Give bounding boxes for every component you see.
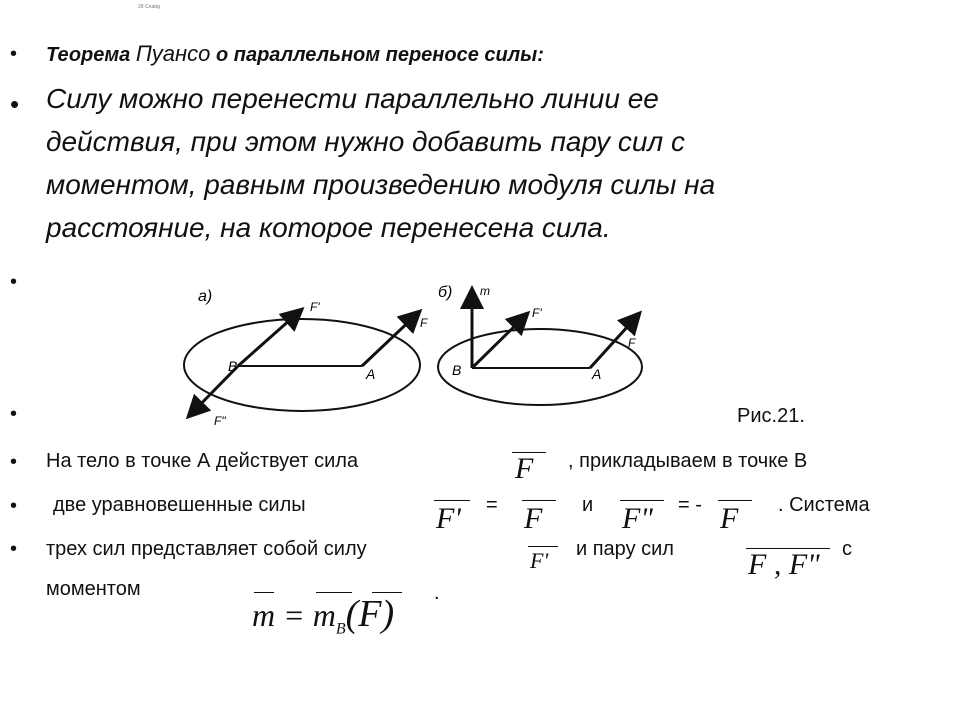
label-b-a: B <box>228 358 238 374</box>
figure-caption: Рис.21. <box>737 405 805 427</box>
vector-bar <box>718 500 752 501</box>
sym-force-pair: F , F" <box>748 548 820 581</box>
vector-bar <box>522 500 556 501</box>
label-b-b: B <box>452 362 462 378</box>
sym-f: F <box>524 502 543 535</box>
label-f-a: F <box>420 316 428 330</box>
sym-f-prime: F' <box>436 502 461 535</box>
vector-bar <box>620 500 664 501</box>
bullet: • <box>10 403 18 425</box>
line1-left: На тело в точке А действует сила <box>46 450 359 472</box>
statement-line: расстояние, на которое перенесена сила. <box>46 212 611 243</box>
sym-f: F <box>515 452 534 485</box>
force-f-prime-b <box>472 315 526 368</box>
vector-bar <box>434 500 470 501</box>
label-f-prime-a: F' <box>310 300 320 314</box>
panel-b-tag: б) <box>438 284 453 301</box>
period: . <box>434 582 440 604</box>
moment-formula <box>252 592 394 638</box>
equals-sign: = <box>486 494 498 516</box>
line1-right: , прикладываем в точке В <box>568 450 808 472</box>
line3-right: с <box>842 538 852 560</box>
formula-sub: B <box>335 620 346 638</box>
panel-a-tag: а) <box>198 288 213 305</box>
statement-line: Силу можно перенести параллельно линии ее <box>46 83 659 114</box>
force-f-a <box>362 313 418 366</box>
label-m-b: m <box>480 284 490 298</box>
sym-f: F <box>720 502 739 535</box>
force-f-prime-a <box>238 311 300 366</box>
header-note: 28 Слайд <box>138 4 160 10</box>
force-transfer-figure <box>170 265 670 435</box>
label-f-b: F <box>628 336 636 350</box>
formula-arg: (F) <box>345 593 395 635</box>
vector-bar <box>528 546 558 547</box>
statement-line: действия, при этом нужно добавить пару сил с <box>46 126 685 157</box>
theorem-name: Пуансо <box>135 41 211 66</box>
conjunction: и <box>582 494 594 516</box>
equals-minus: = - <box>678 494 702 516</box>
line4-left: моментом <box>46 578 141 600</box>
line3-left: трех сил представляет собой силу <box>46 538 367 560</box>
theorem-statement <box>46 77 926 249</box>
bullet: • <box>10 43 18 65</box>
theorem-title <box>46 41 544 67</box>
line3-mid: и пару сил <box>576 538 674 560</box>
theorem-prefix: Теорема <box>46 44 131 66</box>
statement-line: моментом, равным произведению модуля силы на <box>46 169 716 200</box>
bullet: • <box>10 89 20 119</box>
label-a-b: A <box>592 366 602 382</box>
label-f-double-a: F" <box>214 414 226 428</box>
line2-right: . Система <box>778 494 870 516</box>
theorem-suffix: о параллельном переносе силы: <box>215 44 544 66</box>
bullet: • <box>10 495 18 517</box>
label-a-a: A <box>366 366 376 382</box>
label-f-prime-b: F' <box>532 306 542 320</box>
bullet: • <box>10 538 18 560</box>
sym-f-prime: F' <box>530 548 549 573</box>
bullet: • <box>10 451 18 473</box>
line2-left: две уравновешенные силы <box>53 494 306 516</box>
formula-m: m = m <box>252 597 336 633</box>
bullet: • <box>10 271 18 293</box>
sym-f-double: F" <box>622 502 653 535</box>
